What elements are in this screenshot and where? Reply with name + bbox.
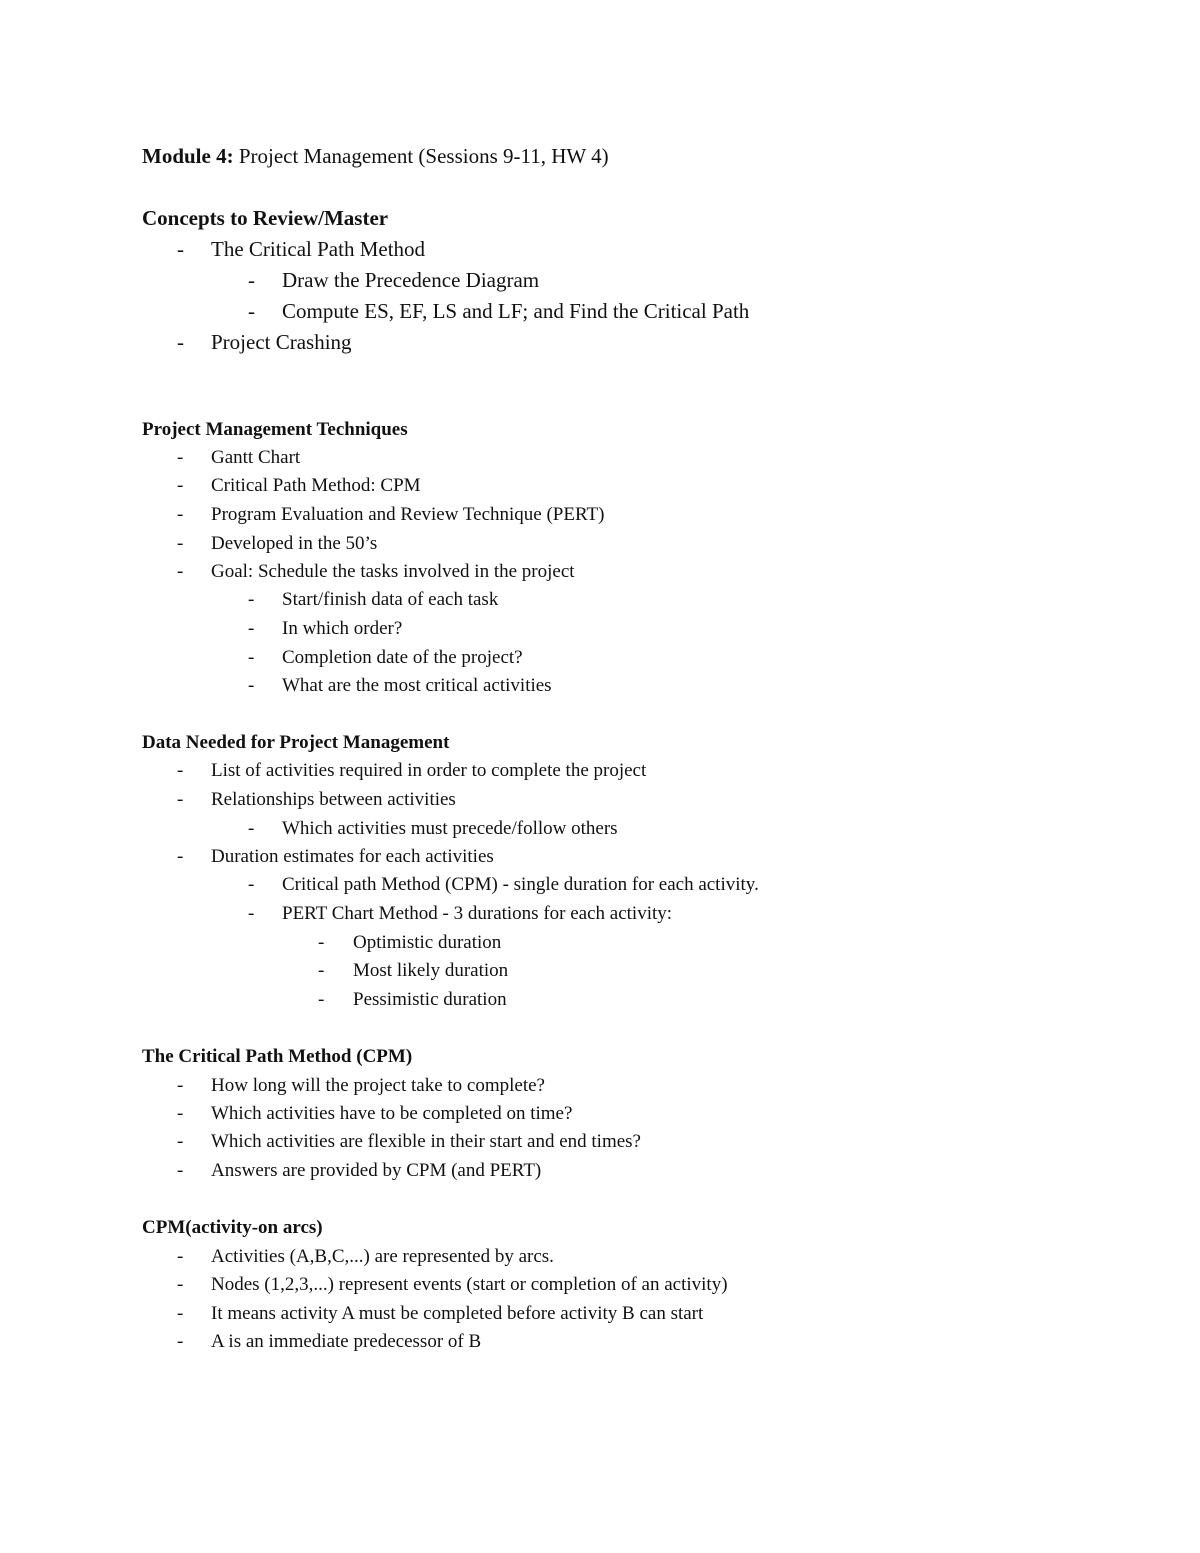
data-needed-subitem: Which activities must precede/follow others <box>282 818 618 839</box>
module-title: Project Management (Sessions 9-11, HW 4) <box>238 144 609 168</box>
bullet-dash: - <box>248 874 255 895</box>
techniques-goal-subitem: Completion date of the project? <box>282 647 523 668</box>
bullet-dash: - <box>248 818 255 839</box>
data-needed-subitem: PERT Chart Method - 3 durations for each activity: <box>282 903 673 924</box>
techniques-item: Critical Path Method: CPM <box>211 475 421 496</box>
concepts-subitem-compute: Compute ES, EF, LS and LF; and Find the Critical Path <box>282 299 750 323</box>
pert-duration-item: Most likely duration <box>353 960 509 981</box>
cpm-arcs-item: Nodes (1,2,3,...) represent events (start or completion of an activity) <box>211 1274 728 1295</box>
cpm-arcs-item: Activities (A,B,C,...) are represented by arcs. <box>211 1246 554 1267</box>
data-needed-item: List of activities required in order to complete the project <box>211 760 647 781</box>
techniques-goal-subitem: In which order? <box>282 618 403 639</box>
bullet-dash: - <box>177 1160 184 1181</box>
techniques-item: Goal: Schedule the tasks involved in the project <box>211 561 575 582</box>
pert-duration-item: Optimistic duration <box>353 932 502 953</box>
bullet-dash: - <box>177 447 184 468</box>
bullet-dash: - <box>177 760 184 781</box>
data-needed-item: Relationships between activities <box>211 789 456 810</box>
bullet-dash: - <box>248 647 255 668</box>
bullet-dash: - <box>177 504 184 525</box>
bullet-dash: - <box>177 475 184 496</box>
concepts-heading: Concepts to Review/Master <box>142 206 389 230</box>
data-needed-heading: Data Needed for Project Management <box>142 732 450 753</box>
techniques-heading: Project Management Techniques <box>142 419 408 440</box>
cpm-item: Answers are provided by CPM (and PERT) <box>211 1160 542 1181</box>
cpm-item: How long will the project take to complete? <box>211 1075 545 1096</box>
bullet-dash: - <box>177 533 184 554</box>
bullet-dash: - <box>177 1274 184 1295</box>
bullet-dash: - <box>318 960 325 981</box>
bullet-dash: - <box>248 589 255 610</box>
bullet-dash: - <box>177 237 184 261</box>
concepts-item-cpm: The Critical Path Method <box>211 237 426 261</box>
bullet-dash: - <box>177 1075 184 1096</box>
bullet-dash: - <box>177 1246 184 1267</box>
bullet-dash: - <box>177 1103 184 1124</box>
bullet-dash: - <box>177 1303 184 1324</box>
bullet-dash: - <box>318 932 325 953</box>
techniques-item: Developed in the 50’s <box>211 533 378 554</box>
bullet-dash: - <box>248 299 255 323</box>
bullet-dash: - <box>177 1131 184 1152</box>
cpm-arcs-item: It means activity A must be completed before activity B can start <box>211 1303 704 1324</box>
cpm-heading: The Critical Path Method (CPM) <box>142 1046 413 1067</box>
cpm-arcs-heading: CPM(activity-on arcs) <box>142 1217 323 1238</box>
data-needed-item: Duration estimates for each activities <box>211 846 494 867</box>
cpm-item: Which activities are flexible in their start and end times? <box>211 1131 641 1152</box>
module-label: Module 4: <box>142 144 234 168</box>
bullet-dash: - <box>177 789 184 810</box>
concepts-subitem-precedence: Draw the Precedence Diagram <box>282 268 540 292</box>
bullet-dash: - <box>248 903 255 924</box>
cpm-arcs-item: A is an immediate predecessor of B <box>211 1331 482 1352</box>
data-needed-subitem: Critical path Method (CPM) - single duration for each activity. <box>282 874 759 895</box>
cpm-item: Which activities have to be completed on time? <box>211 1103 573 1124</box>
concepts-item-crashing: Project Crashing <box>211 330 352 354</box>
module-title-line <box>142 146 609 167</box>
techniques-item: Gantt Chart <box>211 447 301 468</box>
techniques-goal-subitem: What are the most critical activities <box>282 675 552 696</box>
bullet-dash: - <box>248 675 255 696</box>
bullet-dash: - <box>318 989 325 1010</box>
bullet-dash: - <box>177 561 184 582</box>
bullet-dash: - <box>177 846 184 867</box>
techniques-item: Program Evaluation and Review Technique (PERT) <box>211 504 605 525</box>
techniques-goal-subitem: Start/finish data of each task <box>282 589 499 610</box>
pert-duration-item: Pessimistic duration <box>353 989 507 1010</box>
bullet-dash: - <box>177 1331 184 1352</box>
bullet-dash: - <box>177 330 184 354</box>
bullet-dash: - <box>248 268 255 292</box>
bullet-dash: - <box>248 618 255 639</box>
